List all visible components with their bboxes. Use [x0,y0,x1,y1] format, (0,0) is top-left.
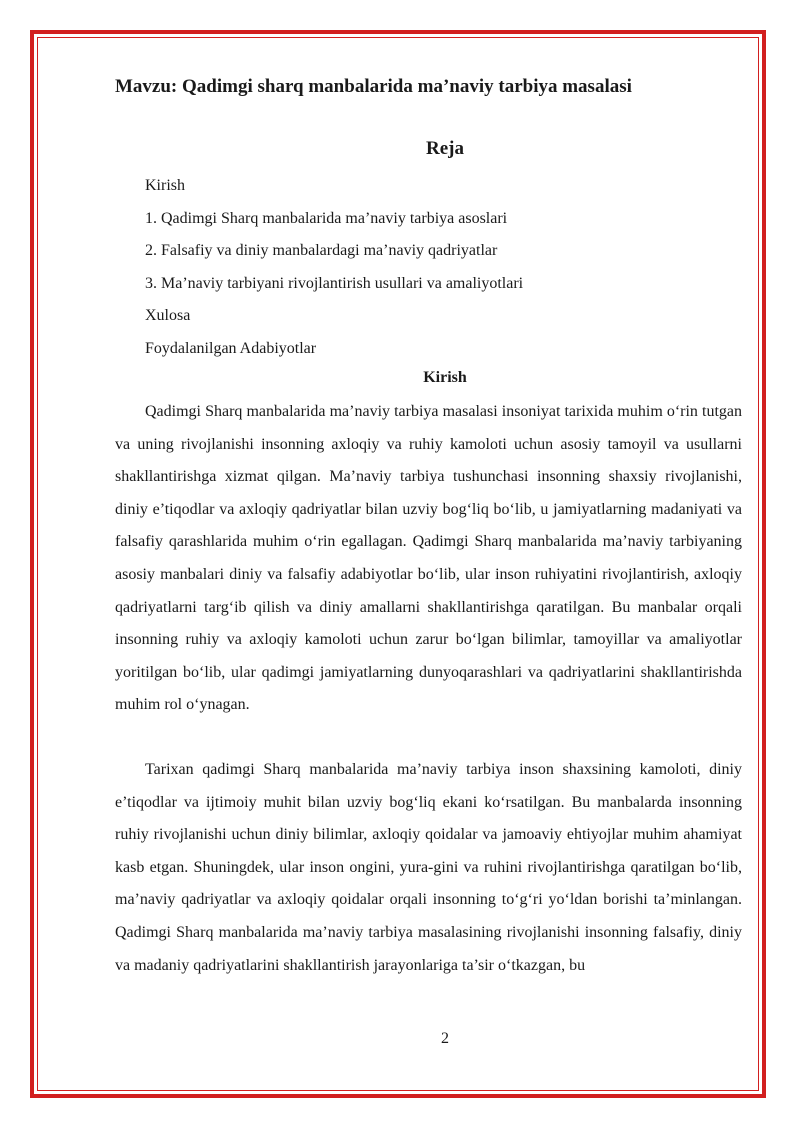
page-number: 2 [441,1030,449,1047]
plan-list [145,176,523,372]
plan-item: 2. Falsafiy va diniy manbalardagi ma’naviy qadriyatlar [145,242,498,260]
plan-item: Foydalanilgan Adabiyotlar [145,339,317,357]
section-heading: Kirish [423,369,467,386]
document-title: Mavzu: Qadimgi sharq manbalarida ma’naviy tarbiya masalasi [115,76,632,97]
plan-item: 1. Qadimgi Sharq manbalarida ma’naviy tarbiya asoslari [145,209,508,227]
plan-item: Kirish [145,177,185,194]
plan-heading: Reja [426,138,464,159]
body-paragraph: Tarixan qadimgi Sharq manbalarida ma’naviy tarbiya inson shaxsining kamoloti, diniy e’tiqodlar va ijtimoiy muhit bilan uzviy bog‘liq ekani ko‘rsatilgan. Bu manbalarda insonning ruhiy rivojlanishi uchun diniy bilimlar, axloqiy qoidalar va jamoaviy ehtiyojlar muhim ahamiyat kasb etgan. Shuningdek, ular inson ongini, yura-gini va ruhini rivojlantirishga qaratilgan bo‘lib, ma’naviy qadriyatlar va axloqiy qoidalar orqali insonning to‘g‘ri yo‘ldan borishi ta’minlangan. Qadimgi Sharq manbalarida ma’naviy tarbiya masalasining rivojlanishi insonning falsafiy, diniy va madaniy qadriyatlarini shakllantirish jarayonlariga ta’sir o‘tkazgan, bu [115,761,742,974]
body-paragraph: Qadimgi Sharq manbalarida ma’naviy tarbiya masalasi insoniyat tarixida muhim o‘rin tutgan va uning rivojlanishi insonning axloqiy va ruhiy kamoloti uchun asosiy tamoyil va usullarni shakllantirishga xizmat qilgan. Ma’naviy tarbiya tushunchasi insonning shaxsiy rivojlanishi, diniy e’tiqodlar va axloqiy qadriyatlar bilan uzviy bog‘liq bo‘lib, u jamiyatlarning madaniyati va falsafiy qarashlarida muhim o‘rin egallagan. Qadimgi Sharq manbalarida ma’naviy tarbiyaning asosiy manbalari diniy va falsafiy adabiyotlar bo‘lib, ular inson ruhiyatini rivojlantirish, axloqiy qadriyatlarni targ‘ib qilish va diniy amallarni shakllantirishga qaratilgan. Bu manbalar orqali insonning ruhiy va axloqiy kamoloti uchun zarur bo‘lgan bilimlar, tamoyillar va amaliyotlar yoritilgan bo‘lib, ular qadimgi jamiyatlarning dunyoqarashlari va qadriyatlarini shakllantirishda muhim rol o‘ynagan. [115,403,742,714]
plan-item: 3. Ma’naviy tarbiyani rivojlantirish usullari va amaliyotlari [145,274,524,292]
plan-item: Xulosa [145,307,191,325]
